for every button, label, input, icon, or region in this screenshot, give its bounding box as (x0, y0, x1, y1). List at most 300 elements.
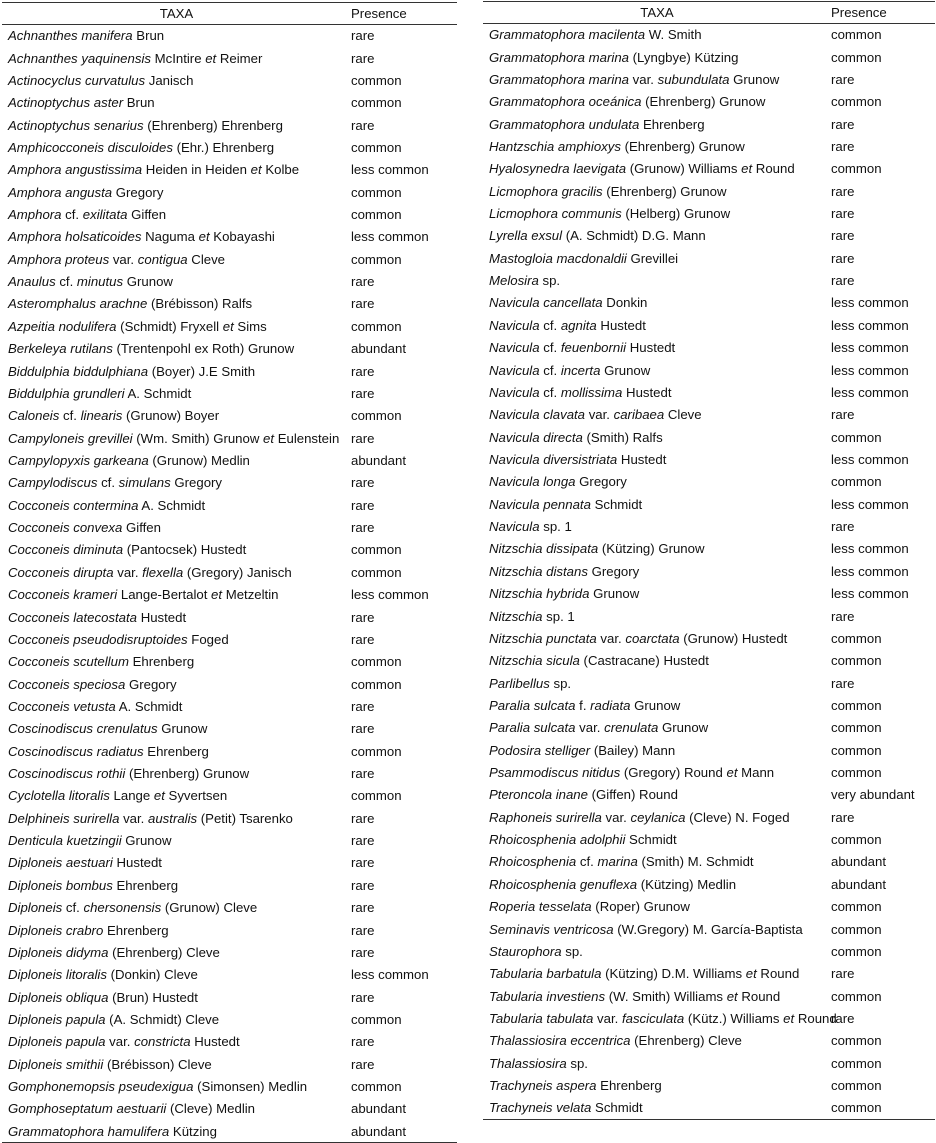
taxon-name-italic: Hyalosynedra laevigata (489, 161, 627, 177)
taxon-name-text: Eulenstein (274, 430, 340, 446)
taxon-name-text: Grunow (123, 274, 173, 290)
presence-value: rare (831, 519, 855, 535)
presence-value: common (351, 564, 402, 580)
taxon-name (483, 135, 831, 157)
presence-value: common (831, 429, 882, 445)
presence-value: less common (831, 496, 909, 512)
table-body-left (2, 25, 457, 1143)
taxon-name-text: (A. Schmidt) D.G. Mann (562, 228, 706, 244)
taxon-name-italic: Achnanthes yaquinensis (8, 50, 151, 66)
taxon-name-italic: australis (148, 810, 198, 826)
taxon-name-italic: Grammatophora macilenta (489, 27, 646, 43)
taxa-table-left (2, 2, 457, 1143)
taxon-name (2, 986, 351, 1008)
taxon-name-italic: et (263, 430, 275, 446)
presence-value: rare (351, 1056, 375, 1072)
taxon-name (483, 1074, 831, 1096)
taxon-name-text: Gregory (125, 676, 177, 692)
presence-value: rare (831, 407, 855, 423)
taxon-name-text: Gregory (587, 563, 640, 579)
taxon-name (483, 46, 831, 68)
table-row (2, 494, 457, 516)
taxon-name-italic: Cyclotella litoralis (8, 788, 110, 804)
taxon-name (483, 158, 831, 180)
table-row (483, 717, 935, 739)
taxon-name-italic: Caloneis (8, 408, 60, 424)
taxon-name-text: sp. (538, 273, 561, 289)
taxon-name (483, 650, 831, 672)
presence-value: less common (351, 967, 429, 983)
taxon-name (2, 25, 351, 47)
taxon-name (483, 426, 831, 448)
table-row (2, 69, 457, 91)
table-row (483, 68, 935, 90)
table-row (2, 1031, 457, 1053)
presence-value: common (351, 676, 402, 692)
taxon-name-text: (Ehrenberg) Grunow (620, 138, 745, 154)
taxon-name-italic: Nitzschia (489, 608, 543, 624)
taxon-name-text: (Bailey) Mann (590, 742, 676, 758)
taxon-name (2, 293, 351, 315)
taxon-name-text: Janisch (145, 72, 194, 88)
table-row (2, 651, 457, 673)
presence-value: common (351, 251, 402, 267)
taxon-name-text: cf. (97, 475, 119, 491)
table-row (483, 448, 935, 470)
taxon-name-text: cf. (61, 207, 83, 223)
table-row (483, 471, 935, 493)
presence-value: common (351, 95, 402, 111)
presence-value: rare (351, 296, 375, 312)
header-row (2, 3, 457, 25)
taxon-name-italic: flexella (142, 564, 184, 580)
table-row (2, 382, 457, 404)
taxon-name-italic: Licmophora communis (489, 206, 622, 222)
presence-value: common (351, 318, 402, 334)
taxon-name (2, 1098, 351, 1120)
header-taxa: TAXA (640, 5, 674, 20)
table-row (483, 560, 935, 582)
taxon-name-italic: Diploneis bombus (8, 877, 113, 893)
taxon-name-text: (Castracane) Hustedt (579, 653, 709, 669)
taxon-name-text: Gregory (112, 184, 164, 200)
taxon-name (2, 92, 351, 114)
taxon-name (483, 694, 831, 716)
taxon-name-text: (Grunow) Cleve (161, 900, 258, 916)
presence-value: less common (831, 452, 909, 467)
presence-value: abundant (351, 1101, 407, 1117)
table-row (483, 493, 935, 515)
presence-value: rare (351, 28, 375, 44)
taxon-name (2, 315, 351, 337)
taxon-name-italic: Amphora holsaticoides (8, 229, 142, 245)
table-row (2, 293, 457, 315)
table-row (483, 538, 935, 560)
taxon-name-text: Hustedt (137, 609, 187, 625)
taxon-name-italic: Navicula diversistriata (489, 452, 618, 467)
table-row (483, 963, 935, 985)
table-row (2, 964, 457, 986)
taxon-name (483, 784, 831, 806)
taxon-name-italic: Navicula (489, 384, 540, 400)
table-row (483, 404, 935, 426)
presence-value: common (831, 742, 882, 758)
table-row (2, 248, 457, 270)
table-row (483, 24, 935, 46)
taxon-name (2, 561, 351, 583)
table-row (483, 135, 935, 157)
taxon-name-italic: Navicula cancellata (489, 295, 603, 311)
taxon-name-italic: Cocconeis vetusta (8, 698, 116, 714)
taxon-name-text: Lange-Bertalot (117, 587, 212, 603)
taxon-name (483, 515, 831, 537)
presence-value: rare (831, 228, 855, 244)
taxon-name-italic: Gomphoseptatum aestuarii (8, 1101, 167, 1117)
taxon-name-text: A. Schmidt (124, 385, 192, 401)
taxon-name (2, 338, 351, 360)
taxon-name-text: Grunow (121, 833, 172, 849)
table-row (2, 338, 457, 360)
taxon-name-text: (Ehrenberg) Grunow (641, 94, 766, 110)
taxon-name-italic: Paralia sulcata (489, 720, 576, 736)
taxon-name (483, 292, 831, 314)
taxon-name-text: (Kützing) Medlin (637, 876, 737, 892)
presence-value: less common (351, 162, 429, 178)
taxon-name-italic: Cocconeis latecostata (8, 609, 138, 625)
table-row (2, 472, 457, 494)
taxon-name-text: Sims (233, 318, 267, 334)
taxon-name-italic: Anaulus (8, 274, 56, 290)
taxon-name (2, 651, 351, 673)
taxon-name-italic: Nitzschia distans (489, 563, 588, 579)
taxon-name-italic: Delphineis surirella (8, 810, 120, 826)
table-row (483, 739, 935, 761)
taxon-name-text: var. (593, 1010, 622, 1026)
taxon-name-italic: Navicula longa (489, 474, 576, 490)
taxon-name-text: (Cleve) Medlin (166, 1101, 256, 1117)
taxon-name-text: (Brébisson) Cleve (103, 1056, 212, 1072)
taxon-name (2, 606, 351, 628)
taxon-name-italic: caribaea (613, 407, 665, 423)
table-row (2, 1075, 457, 1097)
taxon-name-italic: Cocconeis speciosa (8, 676, 126, 692)
presence-value: common (831, 832, 882, 848)
taxon-name-italic: Cocconeis scutellum (8, 654, 129, 670)
taxon-name-text: A. Schmidt (115, 698, 183, 714)
table-row (483, 359, 935, 381)
taxon-name-text: sp. (561, 943, 583, 959)
taxon-name-text: Round (756, 966, 800, 982)
taxon-name (2, 897, 351, 919)
taxon-name-text: Grevillei (626, 250, 679, 266)
taxon-name-text: (Kützing) Grunow (598, 541, 705, 557)
taxon-name-text: Grunow (157, 721, 208, 737)
table-row (2, 203, 457, 225)
taxon-name-text: cf. (62, 900, 84, 916)
taxon-name-italic: Nitzschia sicula (489, 653, 580, 669)
table-row (483, 225, 935, 247)
taxon-name-text: Brun (132, 28, 165, 44)
taxon-name-italic: Trachyneis velata (489, 1100, 592, 1116)
presence-value: less common (831, 541, 909, 557)
taxon-name-text: Reimer (216, 50, 263, 66)
table-row (2, 114, 457, 136)
taxon-name-text: (Kütz.) Williams (684, 1010, 784, 1026)
taxon-name (483, 337, 831, 359)
taxon-name-text: (Simonsen) Medlin (193, 1079, 308, 1095)
taxon-name-text: var. (109, 251, 138, 267)
taxon-name (2, 852, 351, 874)
presence-value: rare (351, 721, 375, 737)
table-row (483, 292, 935, 314)
taxon-name-italic: Navicula (489, 340, 540, 356)
taxon-name-text: (Pantocsek) Hustedt (123, 542, 247, 558)
taxon-name-text: (Brun) Hustedt (108, 989, 198, 1005)
taxon-name-text: Ehrenberg (103, 922, 169, 938)
presence-value: rare (351, 430, 375, 446)
taxon-name-text: Ehrenberg (128, 654, 195, 670)
taxon-name-italic: Navicula clavata (489, 407, 586, 423)
taxon-name (2, 1120, 351, 1142)
taxon-name (483, 1030, 831, 1052)
presence-value: rare (351, 385, 375, 401)
taxon-name-text: Brun (123, 95, 155, 111)
taxon-name-italic: Parlibellus (489, 675, 550, 691)
taxon-name-text: Hustedt (622, 384, 672, 400)
presence-value: less common (831, 317, 909, 333)
table-row (2, 159, 457, 181)
taxon-name (2, 807, 351, 829)
table-row (483, 627, 935, 649)
taxon-name-italic: et (198, 229, 210, 245)
table-row (483, 1030, 935, 1052)
taxon-name-text: var. (596, 630, 626, 646)
taxon-name-italic: agnita (560, 317, 597, 333)
table-row (2, 405, 457, 427)
presence-value: common (831, 697, 882, 713)
taxa-table-right (483, 1, 935, 1120)
taxon-name-italic: Rhoicosphenia (489, 854, 577, 870)
taxon-name-italic: Navicula (489, 519, 540, 535)
taxon-name-text: var. (105, 1034, 135, 1050)
taxon-name-text: var. (575, 720, 605, 736)
taxon-name-italic: exilitata (82, 207, 128, 223)
taxon-name-text: Schmidt (591, 1100, 643, 1116)
taxon-name-italic: et (745, 966, 757, 982)
taxon-name-italic: Seminavis ventricosa (489, 921, 614, 937)
taxon-name (483, 963, 831, 985)
presence-value: less common (831, 384, 909, 400)
taxon-name-italic: Diploneis crabro (8, 922, 104, 938)
taxon-name (2, 203, 351, 225)
taxon-name-text: cf. (576, 854, 598, 870)
taxon-name (483, 717, 831, 739)
taxon-name (2, 829, 351, 851)
taxon-name (2, 718, 351, 740)
taxon-name-italic: Amphora angustissima (8, 162, 143, 178)
presence-value: rare (831, 966, 855, 982)
taxon-name-italic: Diploneis didyma (8, 944, 109, 960)
presence-value: rare (831, 206, 855, 222)
taxon-name-italic: Grammatophora marina (489, 49, 629, 65)
taxon-name (483, 582, 831, 604)
presence-value: rare (351, 810, 375, 826)
taxon-name-italic: Diploneis obliqua (8, 989, 109, 1005)
taxon-name-text: (Brébisson) Ralfs (147, 296, 253, 312)
taxon-name-text: Ehrenberg (143, 743, 209, 759)
taxon-name-italic: Denticula kuetzingii (8, 833, 122, 849)
taxon-name-italic: Campylopyxis garkeana (8, 453, 149, 468)
taxon-name-italic: Staurophora (489, 943, 562, 959)
taxon-name-italic: Grammatophora hamulifera (8, 1123, 170, 1139)
presence-value: less common (831, 340, 909, 356)
presence-value: less common (351, 587, 429, 603)
taxon-name-italic: Actinoptychus senarius (8, 117, 144, 133)
taxon-name-italic: Navicula directa (489, 429, 583, 445)
table-row (2, 1053, 457, 1075)
taxon-name-text: Hustedt (190, 1034, 240, 1050)
taxon-name-italic: Cocconeis convexa (8, 520, 123, 536)
table-row (483, 1007, 935, 1029)
table-row (483, 851, 935, 873)
taxon-name-italic: Diploneis papula (8, 1034, 106, 1050)
taxon-name-text: Hustedt (596, 317, 646, 333)
presence-value: common (351, 654, 402, 670)
presence-value: common (351, 542, 402, 558)
presence-value: rare (351, 363, 375, 379)
taxon-name-text: Ehrenberg (596, 1078, 662, 1094)
taxon-name-italic: Thalassiosira (489, 1055, 567, 1071)
table-row (483, 91, 935, 113)
taxon-name (2, 270, 351, 292)
taxon-name-text: (Grunow) Boyer (122, 408, 220, 424)
taxon-name-italic: Hantzschia amphioxys (489, 138, 621, 154)
taxon-name-text: Grunow (600, 362, 651, 378)
table-row (2, 1008, 457, 1030)
presence-value: common (831, 765, 882, 781)
presence-value: rare (351, 766, 375, 782)
taxon-name-italic: Diploneis smithii (8, 1056, 104, 1072)
taxon-name-text: var. (629, 71, 658, 87)
taxon-name (2, 1031, 351, 1053)
table-row (2, 561, 457, 583)
taxon-name-text: Naguma (141, 229, 199, 245)
taxon-name-italic: et (250, 162, 262, 178)
taxon-name-italic: simulans (118, 475, 171, 491)
taxon-name-italic: Cocconeis diminuta (8, 542, 124, 558)
taxon-name-italic: Psammodiscus nitidus (489, 765, 621, 781)
presence-value: common (831, 1078, 882, 1094)
taxon-name-text: cf. (539, 340, 561, 356)
taxon-name (483, 605, 831, 627)
taxon-name-text: Cleve (664, 407, 702, 423)
presence-value: abundant (831, 854, 887, 870)
taxon-name-text: (Roper) Grunow (591, 899, 690, 915)
table-row (2, 449, 457, 471)
taxon-name (2, 516, 351, 538)
presence-value: less common (831, 586, 909, 602)
taxon-name-italic: Coscinodiscus radiatus (8, 743, 144, 759)
taxon-name (2, 405, 351, 427)
presence-value: rare (351, 274, 375, 290)
header-row (483, 2, 935, 24)
taxon-name-text: cf. (539, 384, 561, 400)
presence-value: common (351, 72, 402, 88)
taxon-name (2, 1008, 351, 1030)
presence-value: rare (831, 608, 855, 624)
taxon-name (2, 248, 351, 270)
taxon-name (2, 472, 351, 494)
taxon-name (483, 918, 831, 940)
taxon-name-italic: Diploneis aestuari (8, 855, 113, 871)
presence-value: rare (351, 855, 375, 871)
presence-value: common (831, 1100, 882, 1116)
taxon-name-italic: Actinoptychus aster (8, 95, 124, 111)
taxon-name-italic: Grammatophora undulata (489, 116, 640, 132)
taxon-name-italic: et (741, 161, 753, 177)
table-row (483, 896, 935, 918)
table-row (2, 897, 457, 919)
presence-value: rare (831, 1010, 855, 1026)
table-row (483, 1074, 935, 1096)
taxon-name-italic: minutus (76, 274, 124, 290)
table-row (483, 918, 935, 940)
taxon-name (483, 806, 831, 828)
presence-value: rare (351, 877, 375, 893)
taxon-name-text: (Wm. Smith) Grunow (132, 430, 264, 446)
taxon-name-text: Grunow (630, 697, 681, 713)
taxon-name-text: Donkin (602, 295, 648, 311)
taxon-name-italic: constricta (134, 1034, 191, 1050)
table-row (483, 202, 935, 224)
taxon-name-italic: et (726, 765, 738, 781)
table-row (2, 762, 457, 784)
taxon-name-italic: Lyrella exsul (489, 228, 563, 244)
taxon-name-text: (Kützing) D.M. Williams (601, 966, 746, 982)
taxon-name-text: Cleve (187, 251, 226, 267)
taxon-name-text: var. (113, 564, 143, 580)
presence-value: rare (351, 833, 375, 849)
taxon-name-text: cf. (55, 274, 77, 290)
table-row (2, 181, 457, 203)
taxon-name (2, 159, 351, 181)
taxon-name-italic: subundulata (657, 71, 730, 87)
taxon-name (2, 114, 351, 136)
taxon-name-italic: Rhoicosphenia adolphii (489, 832, 626, 848)
taxon-name-italic: Biddulphia grundleri (8, 385, 125, 401)
taxon-name (483, 269, 831, 291)
taxon-name (483, 1007, 837, 1029)
table-row (483, 1097, 935, 1119)
table-row (2, 986, 457, 1008)
taxon-name-text: (Ehrenberg) Cleve (108, 944, 220, 960)
taxon-name-text: sp. (566, 1055, 588, 1071)
taxon-name-text: (Petit) Tsarenko (197, 810, 293, 826)
taxon-name-italic: Podosira stelliger (489, 742, 591, 758)
presence-value: abundant (351, 1123, 407, 1139)
taxon-name-italic: Grammatophora oceánica (489, 94, 642, 110)
table-row (2, 516, 457, 538)
taxon-name (483, 314, 831, 336)
taxon-name-text: (Lyngbye) Kützing (629, 49, 739, 65)
presence-value: rare (351, 698, 375, 714)
taxon-name (483, 940, 831, 962)
presence-value: rare (831, 809, 855, 825)
taxon-name-italic: et (153, 788, 165, 804)
taxon-name (483, 851, 831, 873)
presence-value: rare (351, 989, 375, 1005)
taxon-name (483, 448, 831, 470)
